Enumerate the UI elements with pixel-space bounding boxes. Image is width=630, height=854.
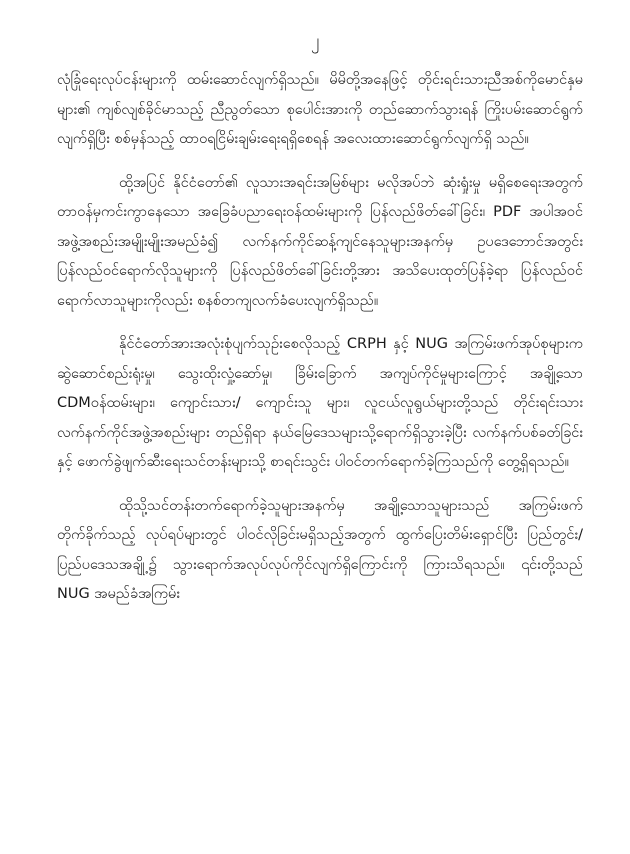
paragraph-2: ထို့အပြင် နိုင်ငံတော်၏ လူသားအရင်းအမြစ်များ မလိုအပ်ဘဲ ဆုံးရှုံးမှု မရှိစေရေးအတွက် တာဝန်မှကင်းကွာနေသော အခြေခံပညာရေးဝန်ထမ်းများကို ပြန်လည်ဖိတ်ခေါ်ခြင်း၊ PDF အပါအဝင် အဖွဲ့အစည်းအမျိုးမျိုးအမည်ခံ၍ လက်နက်ကိုင်ဆန့်ကျင်နေသူများအနက်မှ ဥပဒေဘောင်အတွင်း ပြန်လည်ဝင်ရောက်လိုသူများကို ပြန်လည်ဖိတ်ခေါ်ခြင်းတို့အား အသိပေးထုတ်ပြန်ခဲ့ရာ ပြန်လည်ဝင်ရောက်လာသူများကိုလည်း စနစ်တကျလက်ခံပေးလျက်ရှိသည်။: [57, 174, 583, 309]
paragraph-3: နိုင်ငံတော်အားအလုံးစုံပျက်သုဉ်းစေလိုသည့် CRPH နှင့် NUG အကြမ်းဖက်အုပ်စုများက ဆွဲဆောင်စည်းရုံးမှု၊ သွေးထိုးလှုံ့ဆော်မှု၊ ခြိမ်းခြောက် အကျပ်ကိုင်မှုများကြောင့် အချို့သော CDMဝန်ထမ်းများ၊ ကျောင်းသား/ ကျောင်းသူ များ၊ လူငယ်လူရွယ်များတို့သည် တိုင်းရင်းသား လက်နက်ကိုင်အဖွဲ့အစည်းများ တည်ရှိရာ နယ်မြေဒေသများသို့ရောက်ရှိသွားခဲ့ပြီး လက်နက်ပစ်ခတ်ခြင်းနှင့် ဖောက်ခွဲဖျက်ဆီးရေးသင်တန်းများသို့ စာရင်းသွင်း ပါဝင်တက်ရောက်ခဲ့ကြသည်ကို တွေ့ရှိရသည်။: [57, 336, 583, 470]
paragraph-1: လုံခြုံရေးလုပ်ငန်းများကို ထမ်းဆောင်လျက်ရှိသည်။ မိမိတို့အနေဖြင့် တိုင်းရင်းသားညီအစ်ကိုမောင်နှမများ၏ ကျစ်လျစ်ခိုင်မာသည့် ညီညွတ်သော စုပေါင်းအားကို တည်ဆောက်သွားရန် ကြိုးပမ်းဆောင်ရွက်လျက်ရှိပြီး စစ်မှန်သည့် ထာဝရငြိမ်းချမ်းရေးရရှိစေရန် အလေးထားဆောင်ရွက်လျက်ရှိ သည်။: [57, 72, 583, 147]
document-body: [57, 66, 583, 624]
page-number: ၂: [310, 31, 320, 51]
paragraph-4: ထိုသို့သင်တန်းတက်ရောက်ခဲ့သူများအနက်မှ အချို့သောသူများသည် အကြမ်းဖက် တိုက်ခိုက်သည့် လုပ်ရပ်များတွင် ပါဝင်လိုခြင်းမရှိသည့်အတွက် ထွက်ပြေးတိမ်းရှောင်ပြီး ပြည်တွင်း/ပြည်ပဒေသအချို့၌ သွားရောက်အလုပ်လုပ်ကိုင်လျက်ရှိကြောင်းကို ကြားသိရသည်။ ၎င်းတို့သည် NUG အမည်ခံအကြမ်း: [57, 497, 583, 602]
